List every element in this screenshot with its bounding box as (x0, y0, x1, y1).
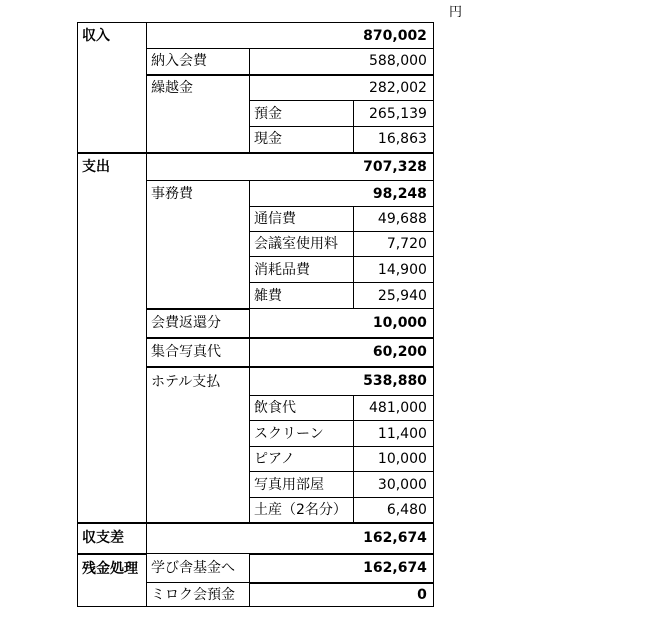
balance-row (78, 523, 434, 554)
cash-row (78, 127, 434, 153)
souvenir-amount: 6,480 (353, 498, 433, 523)
empty-cell (147, 472, 250, 498)
expense-row (78, 153, 434, 181)
empty-cell (78, 75, 147, 101)
empty-cell (147, 232, 250, 257)
meeting-room-amount: 7,720 (353, 232, 433, 257)
empty-cell (78, 498, 147, 523)
office-cost-row (78, 181, 434, 207)
refund-amount: 10,000 (250, 309, 434, 338)
food-row (78, 396, 434, 421)
expense-label: 支出 (78, 153, 147, 181)
empty-cell (78, 283, 147, 309)
misc-row (78, 283, 434, 309)
deposit-row (78, 101, 434, 127)
empty-cell (147, 283, 250, 309)
empty-cell (78, 583, 147, 607)
empty-cell (147, 396, 250, 421)
meeting-room-row (78, 232, 434, 257)
empty-cell (78, 396, 147, 421)
office-cost-label: 事務費 (147, 181, 250, 207)
income-row (78, 23, 434, 49)
refund-row (78, 309, 434, 338)
balance-label: 収支差 (78, 523, 147, 554)
communication-amount: 49,688 (353, 207, 433, 232)
misc-label: 雑費 (250, 283, 354, 309)
empty-cell (78, 49, 147, 75)
mirokukai-amount: 0 (250, 583, 434, 607)
meeting-room-label: 会議室使用料 (250, 232, 354, 257)
carryover-amount: 282,002 (250, 75, 434, 101)
mirokukai-row (78, 583, 434, 607)
communication-row (78, 207, 434, 232)
consumables-amount: 14,900 (353, 257, 433, 283)
empty-cell (147, 207, 250, 232)
empty-cell (78, 309, 147, 338)
mirokukai-label: ミロク会預金 (147, 583, 250, 607)
group-photo-label: 集合写真代 (147, 338, 250, 367)
empty-cell (147, 101, 250, 127)
food-amount: 481,000 (353, 396, 433, 421)
empty-cell (147, 447, 250, 472)
refund-label: 会費返還分 (147, 309, 250, 338)
currency-unit: 円 (449, 5, 463, 20)
consumables-label: 消耗品費 (250, 257, 354, 283)
piano-label: ピアノ (250, 447, 354, 472)
dues-row (78, 49, 434, 75)
food-label: 飲食代 (250, 396, 354, 421)
group-photo-amount: 60,200 (250, 338, 434, 367)
souvenir-row (78, 498, 434, 523)
budget-table-body (78, 23, 434, 607)
piano-amount: 10,000 (353, 447, 433, 472)
empty-cell (78, 421, 147, 447)
empty-cell (78, 367, 147, 396)
empty-cell (78, 181, 147, 207)
misc-amount: 25,940 (353, 283, 433, 309)
deposit-label: 預金 (250, 101, 354, 127)
office-cost-amount: 98,248 (250, 181, 434, 207)
income-amount: 870,002 (147, 23, 434, 49)
income-label: 収入 (78, 23, 147, 49)
cash-amount: 16,863 (353, 127, 433, 153)
carryover-label: 繰越金 (147, 75, 250, 101)
communication-label: 通信費 (250, 207, 354, 232)
empty-cell (147, 498, 250, 523)
piano-row (78, 447, 434, 472)
empty-cell (78, 101, 147, 127)
group-photo-row (78, 338, 434, 367)
souvenir-label: 土産（2名分） (250, 498, 354, 523)
consumables-row (78, 257, 434, 283)
cash-label: 現金 (250, 127, 354, 153)
remainder-amount: 162,674 (250, 554, 434, 583)
empty-cell (78, 207, 147, 232)
budget-table (77, 22, 434, 607)
empty-cell (147, 257, 250, 283)
hotel-amount: 538,880 (250, 367, 434, 396)
photo-room-row (78, 472, 434, 498)
empty-cell (78, 447, 147, 472)
remainder-row (78, 554, 434, 583)
empty-cell (147, 127, 250, 153)
hotel-label: ホテル支払 (147, 367, 250, 396)
empty-cell (78, 472, 147, 498)
empty-cell (147, 421, 250, 447)
empty-cell (78, 232, 147, 257)
empty-cell (78, 257, 147, 283)
deposit-amount: 265,139 (353, 101, 433, 127)
screen-label: スクリーン (250, 421, 354, 447)
carryover-row (78, 75, 434, 101)
dues-label: 納入会費 (147, 49, 250, 75)
screen-amount: 11,400 (353, 421, 433, 447)
expense-amount: 707,328 (147, 153, 434, 181)
photo-room-label: 写真用部屋 (250, 472, 354, 498)
empty-cell (78, 127, 147, 153)
dues-amount: 588,000 (250, 49, 434, 75)
photo-room-amount: 30,000 (353, 472, 433, 498)
screen-row (78, 421, 434, 447)
balance-amount: 162,674 (147, 523, 434, 554)
remainder-label: 学び舎基金へ (147, 554, 250, 583)
empty-cell (78, 338, 147, 367)
remainder-label: 残金処理 (78, 554, 147, 583)
hotel-row (78, 367, 434, 396)
